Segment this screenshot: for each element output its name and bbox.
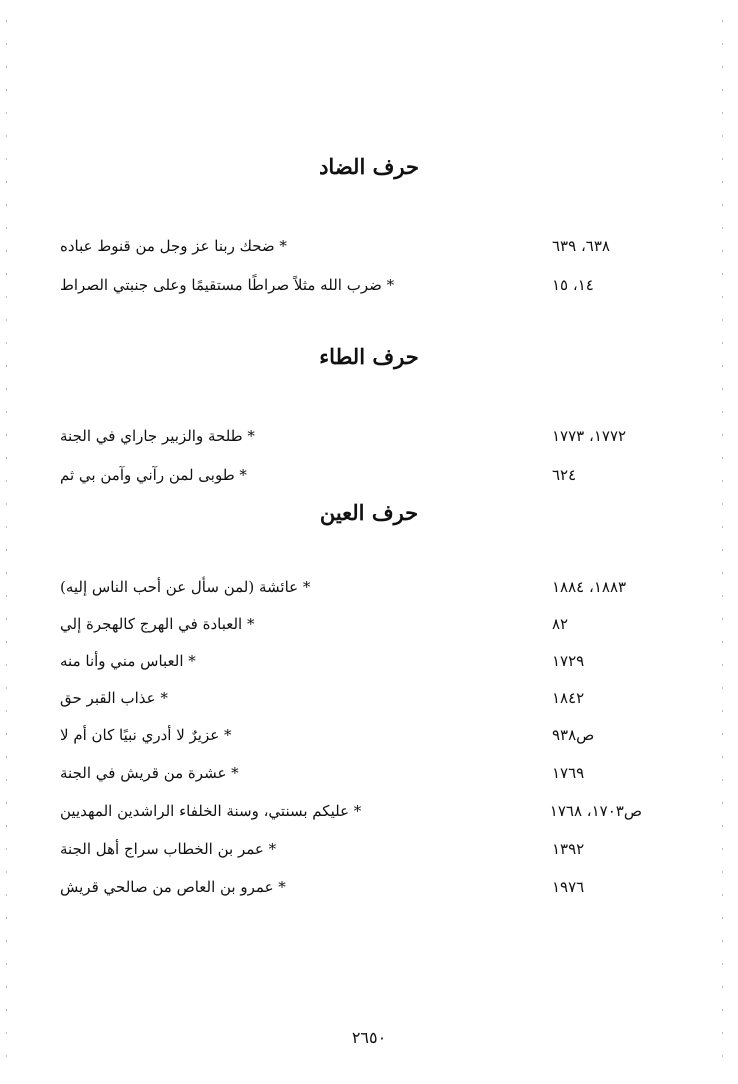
entry-text: * عزيرٌ لا أدري نبيًا كان أم لا	[60, 726, 232, 744]
entry-pages: ٦٣٨، ٦٣٩	[552, 237, 610, 255]
entry-pages: ١٣٩٢	[552, 840, 585, 858]
index-entry	[60, 648, 642, 674]
entry-text: * عشرة من قريش في الجنة	[60, 764, 239, 782]
entry-pages: ١٧٦٩	[552, 764, 585, 782]
entry-text: * العباس مني وأنا منه	[60, 652, 196, 670]
entry-text: * ضحك ربنا عز وجل من قنوط عباده	[60, 237, 287, 255]
index-entry	[60, 874, 642, 900]
entry-text: * العبادة في الهرج كالهجرة إلي	[60, 615, 255, 633]
entry-text: * طوبى لمن رآني وآمن بي ثم	[60, 466, 247, 484]
entry-text: * عليكم بسنتي، وسنة الخلفاء الراشدين المهديين	[60, 802, 362, 820]
entry-text: * ضرب الله مثلاً صراطًا مستقيمًا وعلى جنبتي الصراط	[60, 276, 395, 294]
index-entry	[60, 722, 642, 748]
index-entry	[60, 423, 642, 449]
index-entry	[60, 760, 642, 786]
index-entry	[60, 272, 642, 298]
entry-pages: ١٤، ١٥	[552, 276, 594, 294]
entry-text: * عمرو بن العاص من صالحي قريش	[60, 878, 286, 896]
entry-pages: ص١٧٠٣، ١٧٦٨	[549, 802, 642, 820]
index-entry	[60, 611, 642, 637]
entry-pages: ١٨٨٣، ١٨٨٤	[552, 578, 627, 596]
entry-pages: ١٧٢٩	[552, 652, 585, 670]
section-heading-ain: حرف العين	[319, 500, 419, 525]
page-number: ٢٦٥٠	[351, 1028, 387, 1047]
entry-pages: ٦٢٤	[552, 466, 577, 484]
entry-text: * طلحة والزبير جاراي في الجنة	[60, 427, 255, 445]
section-heading-dad: حرف الضاد	[319, 154, 419, 179]
entry-pages: ١٩٧٦	[552, 878, 585, 896]
index-entry	[60, 233, 642, 259]
index-entry	[60, 462, 642, 488]
index-entry	[60, 798, 642, 824]
entry-text: * عذاب القبر حق	[60, 689, 168, 707]
entry-pages: ٨٢	[552, 615, 569, 633]
index-entry	[60, 685, 642, 711]
entry-pages: ١٨٤٢	[552, 689, 585, 707]
section-heading-ta: حرف الطاء	[319, 344, 419, 369]
entry-text: * عائشة (لمن سأل عن أحب الناس إليه)	[60, 578, 311, 596]
index-entry	[60, 574, 642, 600]
entry-text: * عمر بن الخطاب سراج أهل الجنة	[60, 840, 277, 858]
entry-pages: ١٧٧٢، ١٧٧٣	[552, 427, 627, 445]
index-entry	[60, 836, 642, 862]
entry-pages: ص٩٣٨	[552, 726, 595, 744]
